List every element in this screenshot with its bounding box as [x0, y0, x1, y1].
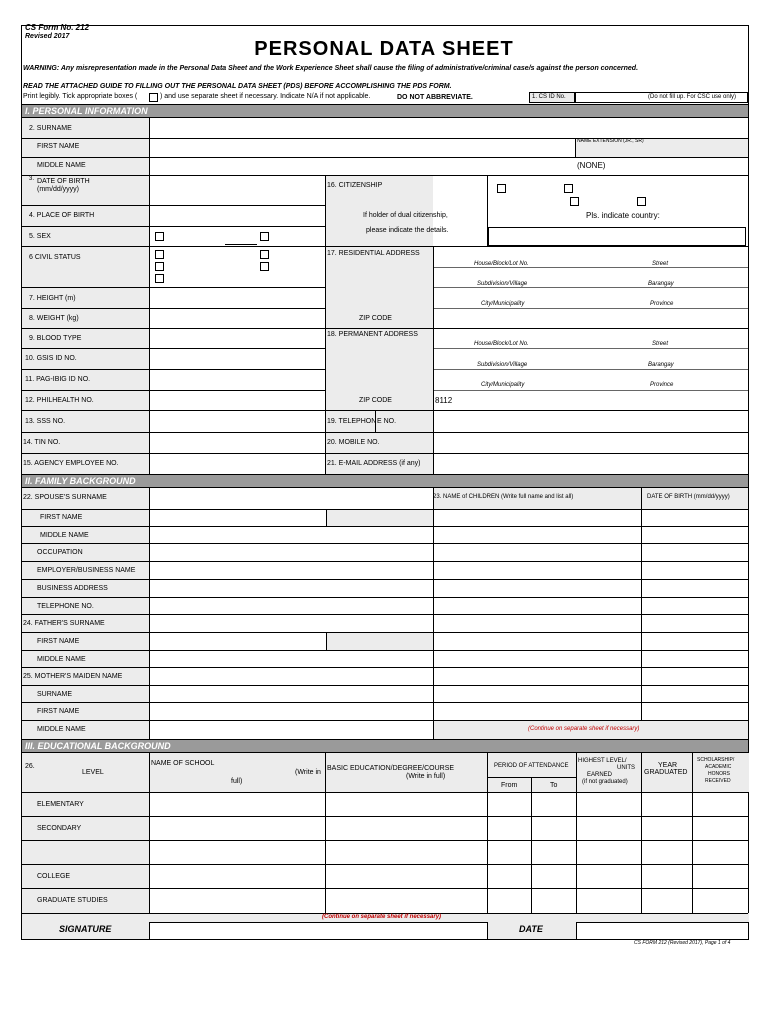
by-birth-checkbox[interactable] — [570, 197, 579, 206]
sex-female-checkbox[interactable] — [260, 232, 269, 241]
email-label: 21. E-MAIL ADDRESS (if any) — [327, 460, 421, 467]
course-header-a: BASIC EDUCATION/DEGREE/COURSE — [327, 765, 455, 772]
form-revision: Revised 2017 — [25, 33, 70, 40]
first-name-label: FIRST NAME — [37, 143, 80, 150]
occupation-label: OCCUPATION — [37, 549, 83, 556]
no-abbreviate: DO NOT ABBREVIATE. — [397, 94, 473, 101]
dob-label: DATE OF BIRTH — [37, 178, 90, 185]
label-bg-mid — [325, 175, 433, 474]
country-field[interactable] — [488, 227, 746, 246]
agency-no-label: 15. AGENCY EMPLOYEE NO. — [23, 460, 119, 467]
sex-label: 5. SEX — [29, 233, 51, 240]
by-naturalization-checkbox[interactable] — [637, 197, 646, 206]
period-from-header: From — [501, 782, 518, 789]
perm-barangay-label: Barangay — [648, 362, 674, 368]
civil-married-checkbox[interactable] — [260, 250, 269, 259]
highest-header-a: HIGHEST LEVEL/ — [578, 758, 627, 764]
school-header-b: (Write in — [295, 769, 321, 776]
pagibig-label: 11. PAG-IBIG ID NO. — [25, 376, 91, 383]
page-footer: CS FORM 212 (Revised 2017), Page 1 of 4 — [634, 940, 731, 946]
honors-header-a: SCHOLARSHIP/ — [697, 757, 735, 763]
label-bg-left — [22, 175, 149, 474]
mother-middle-name-label: MIDDLE NAME — [37, 726, 86, 733]
sss-label: 13. SSS NO. — [25, 418, 66, 425]
highest-header-b: UNITS — [617, 765, 635, 771]
mother-first-name-label: FIRST NAME — [37, 708, 80, 715]
education-level-bg — [22, 792, 149, 913]
level-header: LEVEL — [82, 769, 104, 776]
res-house-label: House/Block/Lot No. — [474, 261, 529, 267]
dob-format: (mm/dd/yyyy) — [37, 186, 79, 193]
level-secondary: SECONDARY — [37, 825, 82, 832]
permanent-zip-value: 8112 — [435, 396, 453, 405]
date-label: DATE — [519, 924, 543, 934]
highest-header-d: (if not graduated) — [582, 779, 628, 785]
form-number: CS Form No. 212 — [25, 23, 90, 32]
education-num: 26. — [25, 763, 35, 770]
name-ext-label: NAME EXTENSION (JR., SR) — [577, 138, 644, 144]
civil-other-checkbox[interactable] — [155, 274, 164, 283]
mother-surname-label: SURNAME — [37, 691, 73, 698]
residential-address-label: 17. RESIDENTIAL ADDRESS — [327, 250, 420, 257]
children-header: 23. NAME of CHILDREN (Write full name and list all) — [433, 494, 574, 500]
print-instruction-b: ) and use separate sheet if necessary. Indicate N/A if not applicable. — [160, 93, 371, 100]
level-elementary: ELEMENTARY — [37, 801, 84, 808]
period-to-header: To — [550, 782, 558, 789]
spouse-first-name-label: FIRST NAME — [40, 514, 83, 521]
signature-field[interactable] — [150, 923, 486, 938]
perm-subdivision-label: Subdivision/Village — [477, 362, 528, 368]
permanent-address-label: 18. PERMANENT ADDRESS — [327, 331, 418, 338]
gsis-label: 10. GSIS ID NO. — [25, 355, 77, 362]
section-family-background: II. FAMILY BACKGROUND — [22, 474, 748, 488]
csid-note: (Do not fill up. For CSC use only) — [648, 94, 737, 100]
period-header: PERIOD OF ATTENDANCE — [494, 763, 569, 769]
mobile-label: 20. MOBILE NO. — [327, 439, 380, 446]
csid-label: 1. CS ID No. — [532, 94, 566, 100]
spouse-surname-label: 22. SPOUSE'S SURNAME — [23, 494, 107, 501]
telephone-label-a: 19. TELEPHON — [327, 418, 377, 425]
surname-label: 2. SURNAME — [29, 125, 72, 132]
school-header-c: full) — [231, 778, 243, 785]
section-personal-info: I. PERSONAL INFORMATION — [22, 104, 748, 118]
section-educational-background: III. EDUCATIONAL BACKGROUND — [22, 739, 748, 753]
res-province-label: Province — [650, 301, 674, 307]
civil-separated-checkbox[interactable] — [260, 262, 269, 271]
indicate-country-label: Pls. indicate country: — [586, 211, 660, 220]
year-header-b: GRADUATED — [644, 769, 688, 776]
sample-tick-box — [149, 93, 158, 102]
signature-label: SIGNATURE — [59, 924, 112, 934]
school-header-a: NAME OF SCHOOL — [151, 760, 215, 767]
telephone-label-b: E NO. — [377, 418, 397, 425]
res-street-label: Street — [652, 261, 669, 267]
honors-header-d: RECEIVED — [705, 778, 731, 784]
spouse-ext-bg — [326, 509, 433, 526]
father-surname-label: 24. FATHER'S SURNAME — [23, 620, 105, 627]
children-continue-note: (Continue on separate sheet if necessary) — [528, 726, 640, 732]
course-header-b: (Write in full) — [406, 773, 446, 780]
father-first-name-label: FIRST NAME — [37, 638, 80, 645]
name-ext-value: (NONE) — [577, 161, 606, 170]
blood-type-label: 9. BLOOD TYPE — [29, 335, 82, 342]
permanent-zip-label: ZIP CODE — [359, 397, 392, 404]
citizenship-dual-checkbox[interactable] — [564, 184, 573, 193]
dob-num: 3. — [29, 176, 35, 182]
civil-single-checkbox[interactable] — [155, 250, 164, 259]
civil-widowed-checkbox[interactable] — [155, 262, 164, 271]
dual-citizen-note-a: If holder of dual citizenship, — [363, 212, 448, 219]
res-subdivision-label: Subdivision/Village — [477, 281, 528, 287]
tin-label: 14. TIN NO. — [23, 439, 61, 446]
weight-label: 8. WEIGHT (kg) — [29, 315, 79, 322]
civil-status-label: 6 CIVIL STATUS — [29, 254, 81, 261]
employer-label: EMPLOYER/BUSINESS NAME — [37, 567, 136, 574]
residential-zip-label: ZIP CODE — [359, 315, 392, 322]
perm-province-label: Province — [650, 382, 674, 388]
dual-citizen-note-b: please indicate the details. — [366, 227, 449, 234]
highest-header-c: EARNED — [587, 772, 613, 778]
business-address-label: BUSINESS ADDRESS — [37, 585, 108, 592]
print-instruction-a: Print legibly. Tick appropriate boxes ( — [23, 93, 138, 100]
perm-city-label: City/Municipality — [481, 382, 525, 388]
guide-text: READ THE ATTACHED GUIDE TO FILLING OUT THE PERSONAL DATA SHEET (PDS) BEFORE ACCOMPLISHING THE PDS FORM. — [23, 83, 452, 90]
philhealth-label: 12. PHILHEALTH NO. — [25, 397, 94, 404]
page-title: PERSONAL DATA SHEET — [254, 38, 514, 60]
res-barangay-label: Barangay — [648, 281, 674, 287]
spouse-telephone-label: TELEPHONE NO. — [37, 603, 94, 610]
level-college: COLLEGE — [37, 873, 71, 880]
year-header-a: YEAR — [658, 762, 678, 769]
level-graduate-studies: GRADUATE STUDIES — [37, 897, 108, 904]
citizenship-label: 16. CITIZENSHIP — [327, 182, 383, 189]
father-middle-name-label: MIDDLE NAME — [37, 656, 86, 663]
spouse-middle-name-label: MIDDLE NAME — [40, 532, 89, 539]
perm-street-label: Street — [652, 341, 669, 347]
honors-header-c: HONORS — [708, 771, 730, 777]
height-label: 7. HEIGHT (m) — [29, 295, 76, 302]
date-field[interactable] — [577, 923, 747, 938]
citizenship-filipino-checkbox[interactable] — [497, 184, 506, 193]
middle-name-label: MIDDLE NAME — [37, 162, 86, 169]
education-continue-note: (Continue on separate sheet if necessary) — [322, 914, 442, 920]
mother-maiden-name-label: 25. MOTHER'S MAIDEN NAME — [23, 673, 123, 680]
res-city-label: City/Municipality — [481, 301, 525, 307]
perm-house-label: House/Block/Lot No. — [474, 341, 529, 347]
sex-male-checkbox[interactable] — [155, 232, 164, 241]
father-ext-bg — [326, 632, 433, 650]
warning-text: WARNING: Any misrepresentation made in the Personal Data Sheet and the Work Experience Sheet shall cause the filing of administrative/criminal case/s against the person concerned. — [23, 65, 639, 72]
pob-label: 4. PLACE OF BIRTH — [29, 212, 95, 219]
children-dob-header: DATE OF BIRTH (mm/dd/yyyy) — [647, 494, 730, 500]
honors-header-b: ACADEMIC — [705, 764, 732, 770]
